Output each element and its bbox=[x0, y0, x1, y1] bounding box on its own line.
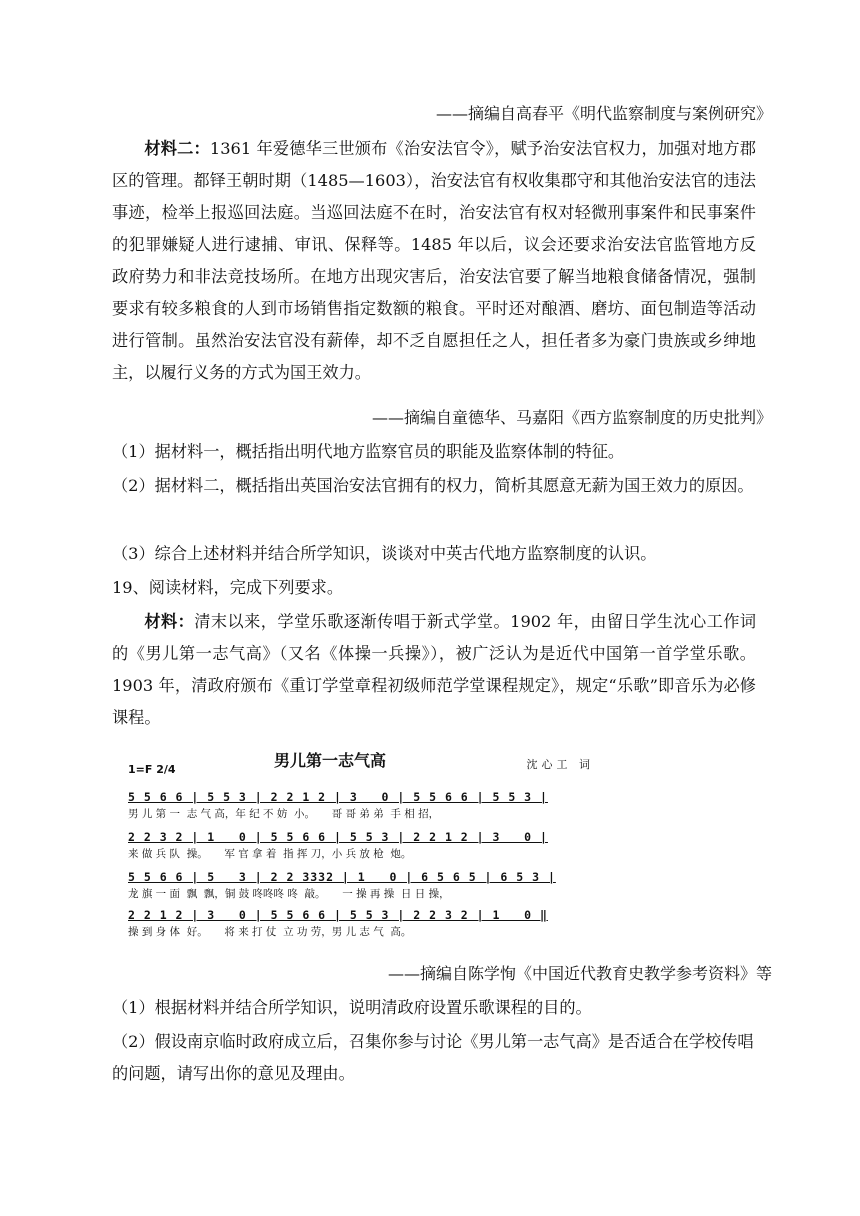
q18-sub3: （3）综合上述材料并结合所学知识，谈谈对中英古代地方监察制度的认识。 bbox=[112, 544, 657, 563]
score-row bbox=[128, 870, 594, 901]
q19-sub2: （2）假设南京临时政府成立后，召集你参与讨论《男儿第一志气高》是否适合在学校传唱的问题，请写出你的意见及理由。 bbox=[112, 1032, 754, 1083]
music-score bbox=[124, 748, 594, 948]
source-citation-2: ——摘编自童德华、马嘉阳《西方监察制度的历史批判》 bbox=[371, 408, 772, 427]
q18-sub1: （1）据材料一，概括指出明代地方监察官员的职能及监察体制的特征。 bbox=[112, 442, 625, 461]
q19-material-paragraph bbox=[112, 606, 756, 734]
score-title: 男儿第一志气高 bbox=[274, 751, 387, 770]
score-row bbox=[128, 908, 594, 939]
score-notes: 5 5 6 6 | 5 5 3 | 2 2 1 2 | 3 0 | 5 5 6 6 | 5 5 3 | bbox=[128, 790, 548, 804]
score-lyrics: 龙 旗 一 面 飘 飘，铜 鼓 咚咚咚 咚 敲。 一 操 再 操 日 日 操， bbox=[128, 888, 450, 900]
score-row bbox=[128, 830, 594, 861]
q19-material-text: 清末以来，学堂乐歌逐渐传唱于新式学堂。1902 年，由留日学生沈心工作词的《男儿第一志气高》（又名《体操一兵操》），被广泛认为是近代中国第一首学堂乐歌。1903 年，清政府颁布《重订学堂章程初级师范学堂课程规定》，规定“乐歌”即音乐为必修课程。 bbox=[112, 612, 757, 727]
q18-sub2: （2）据材料二，概括指出英国治安法官拥有的权力，简析其愿意无薪为国王效力的原因。 bbox=[112, 476, 754, 495]
score-lyrics: 操 到 身 体 好。 将 来 打 仗 立 功 劳，男 儿 志 气 高。 bbox=[128, 926, 412, 938]
source-citation-1: ——摘编自高春平《明代监察制度与案例研究》 bbox=[435, 104, 772, 123]
source-citation-3: ——摘编自陈学恂《中国近代教育史教学参考资料》等 bbox=[387, 964, 772, 983]
q19-sub1: （1）根据材料并结合所学知识，说明清政府设置乐歌课程的目的。 bbox=[112, 998, 592, 1017]
score-lyrics: 男 儿 第 一 志 气 高，年 纪 不 妨 小。 哥 哥 弟 弟 手 相 招， bbox=[128, 808, 440, 820]
score-notes: 2 2 3 2 | 1 0 | 5 5 6 6 | 5 5 3 | 2 2 1 2 | 3 0 | bbox=[128, 830, 548, 844]
score-author: 沈心工 词 bbox=[526, 758, 594, 771]
score-row bbox=[128, 790, 594, 821]
score-key-signature: 1=F 2/4 bbox=[128, 763, 176, 776]
material-2-paragraph bbox=[112, 133, 756, 389]
q19-heading: 19、阅读材料，完成下列要求。 bbox=[112, 578, 344, 597]
score-lyrics: 来 做 兵 队 操。 军 官 拿 着 指 挥 刀，小 兵 放 枪 炮。 bbox=[128, 848, 412, 860]
material-2-label: 材料二： bbox=[144, 139, 210, 158]
score-notes: 2 2 1 2 | 3 0 | 5 5 6 6 | 5 5 3 | 2 2 3 2 | 1 0 ‖ bbox=[128, 908, 548, 922]
score-notes: 5 5 6 6 | 5 3 | 2 2 3332 | 1 0 | 6 5 6 5 | 6 5 3 | bbox=[128, 870, 556, 884]
q19-material-label: 材料： bbox=[144, 612, 195, 631]
material-2-text: 1361 年爱德华三世颁布《治安法官令》，赋予治安法官权力，加强对地方郡区的管理。都铎王朝时期（1485—1603），治安法官有权收集郡守和其他治安法官的违法事迹，检举上报巡回法庭。当巡回法庭不在时，治安法官有权对轻微刑事案件和民事案件的犯罪嫌疑人进行逮捕、审讯、保释等。1485 年以后，议会还要求治安法官监管地方反政府势力和非法竞技场所。在地方出现灾害后，治安法官要了解当地粮食储备情况，强制要求有较多粮食的人到市场销售指定数额的粮食。平时还对酿酒、磨坊、面包制造等活动进行管制。虽然治安法官没有薪俸，却不乏自愿担任之人，担任者多为豪门贵族或乡绅地主，以履行义务的方式为国王效力。 bbox=[112, 139, 756, 382]
